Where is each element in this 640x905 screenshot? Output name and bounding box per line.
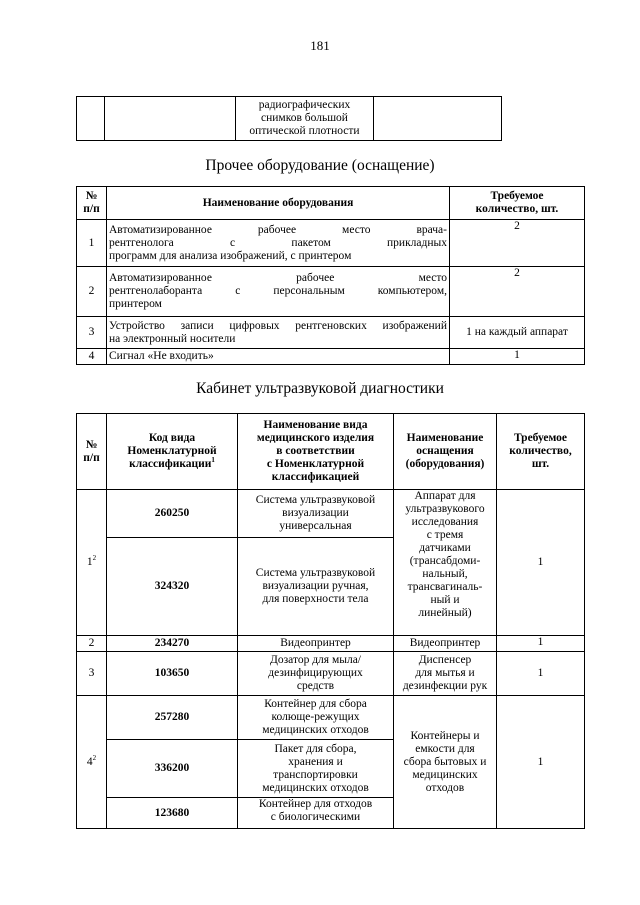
header-qty-line: количество, <box>509 445 572 457</box>
footnote-mark: 1 <box>211 456 215 465</box>
fragment-line: снимков большой <box>261 112 348 124</box>
row-qty: 2 <box>450 267 585 317</box>
header-qty-line: Требуемое <box>490 190 544 202</box>
header-qty-line: шт. <box>531 458 550 470</box>
header-kind-line: Наименование вида <box>263 419 368 431</box>
table-row <box>77 696 585 740</box>
row-equip-line: нальный, <box>422 568 468 580</box>
row-name <box>107 220 450 267</box>
row-num: 3 <box>77 652 107 696</box>
row-equip-line: отходов <box>425 781 465 794</box>
row-kind-line: визуализации ручная, <box>262 580 369 592</box>
row-kind-line: Система ультразвуковой <box>255 567 376 579</box>
row-name-line: Устройство записи цифровых рентгеновских изображений <box>109 319 447 332</box>
row-kind-line: Система ультразвуковой <box>255 494 376 506</box>
header-qty-line: количество, шт. <box>475 203 559 215</box>
row-name <box>107 317 450 349</box>
row-num: 1 <box>77 220 107 267</box>
row-kind-line: хранения и <box>288 755 343 768</box>
row-num: 2 <box>77 636 107 652</box>
row-kind-line: средств <box>296 680 335 692</box>
row-equip-line: для мытья и <box>415 667 475 679</box>
header-kind-line: в соответствии <box>276 445 355 457</box>
row-name-line: Автоматизированное рабочее место <box>109 272 447 284</box>
fragment-cell-kind <box>236 97 374 141</box>
row-kind-line: с биологическими <box>270 811 361 823</box>
row-code: 234270 <box>107 636 238 652</box>
header-code <box>107 414 238 490</box>
row-name: Сигнал «Не входить» <box>107 349 450 365</box>
row-qty: 2 <box>450 220 585 267</box>
row-num <box>77 696 107 829</box>
header-required-qty <box>450 187 585 220</box>
row-num-text: 1 <box>86 556 93 568</box>
row-equip-line: трансвагиналь- <box>407 581 483 593</box>
row-equip-line: медицинских <box>412 768 478 781</box>
row-qty: 1 <box>497 636 585 652</box>
row-qty: 1 <box>497 696 585 829</box>
row-code: 336200 <box>107 740 238 798</box>
row-equip-line: ный и <box>430 594 460 606</box>
fragment-cell-equip <box>374 97 502 141</box>
row-equip-line: Аппарат для <box>414 490 476 502</box>
table-row <box>77 636 585 652</box>
row-kind <box>238 490 394 538</box>
header-code-line: классификации <box>129 458 212 470</box>
row-equip-line: датчиками <box>419 542 471 554</box>
header-kind-line: классификацией <box>271 471 360 483</box>
row-kind-line: медицинских отходов <box>262 724 369 736</box>
row-kind-line: визуализации <box>282 507 349 519</box>
header-required-qty <box>497 414 585 490</box>
header-num <box>77 187 107 220</box>
page-number: 181 <box>310 38 330 53</box>
row-name-line: принтером <box>109 298 162 310</box>
other-equipment-table <box>76 186 585 365</box>
row-name <box>107 267 450 317</box>
row-num: 4 <box>77 349 107 365</box>
table-row <box>77 652 585 696</box>
fragment-right-border <box>501 96 502 141</box>
row-code: 123680 <box>107 798 238 829</box>
section-title-other-equipment: Прочее оборудование (оснащение) <box>205 157 435 174</box>
row-equipment <box>394 696 497 829</box>
header-num-line: п/п <box>83 203 100 215</box>
row-kind-line: для поверхности тела <box>262 593 369 605</box>
row-equipment <box>394 490 497 636</box>
row-name-line: рентгенолога с пакетом прикладных <box>109 236 447 249</box>
table-row <box>77 317 585 349</box>
row-name-line: на электронный носители <box>109 332 236 345</box>
table-row <box>77 349 585 365</box>
row-equip-line: Диспенсер <box>418 654 472 666</box>
table-row <box>77 267 585 317</box>
row-equip-line: емкости для <box>415 742 475 755</box>
row-code: 257280 <box>107 696 238 740</box>
row-qty: 1 <box>450 349 585 365</box>
row-qty: 1 <box>497 652 585 696</box>
row-num: 2 <box>77 267 107 317</box>
row-kind <box>238 652 394 696</box>
row-kind-line: Дозатор для мыла/ <box>270 654 361 666</box>
row-kind-line: Контейнер для отходов <box>258 798 373 810</box>
header-equip-line: (оборудования) <box>405 458 485 470</box>
table-row <box>77 220 585 267</box>
row-kind-line: медицинских отходов <box>262 781 369 794</box>
row-equip-line: линейный) <box>418 607 472 619</box>
row-equip-line: Контейнеры и <box>410 729 480 742</box>
row-equip-line: с тремя <box>426 529 464 541</box>
row-equipment <box>394 652 497 696</box>
row-kind <box>238 538 394 636</box>
row-kind <box>238 740 394 798</box>
fragment-line: радиографических <box>258 99 351 111</box>
footnote-mark: 2 <box>92 753 97 762</box>
row-equip-line: дезинфекции рук <box>402 680 488 692</box>
fragment-cell-code <box>105 97 236 141</box>
header-equipment-name: Наименование оборудования <box>107 187 450 220</box>
header-code-line: Номенклатурной <box>127 445 217 457</box>
header-qty-line: Требуемое <box>513 432 568 444</box>
row-equip-line: сбора бытовых и <box>403 755 487 768</box>
ultrasound-table <box>76 413 585 829</box>
row-kind <box>238 696 394 740</box>
row-kind-line: универсальная <box>279 520 352 532</box>
row-code: 103650 <box>107 652 238 696</box>
table-row <box>77 490 585 538</box>
row-kind: Видеопринтер <box>238 636 394 652</box>
header-device-kind <box>238 414 394 490</box>
header-num-line: п/п <box>83 451 100 464</box>
footnote-mark: 2 <box>92 554 97 563</box>
row-name-line: программ для анализа изображений, с принтером <box>109 249 352 262</box>
section-title-ultrasound: Кабинет ультразвуковой диагностики <box>196 380 444 397</box>
row-code: 324320 <box>107 538 238 636</box>
row-num-text: 4 <box>86 755 93 768</box>
fragment-line: оптической плотности <box>249 125 360 137</box>
header-kind-line: с Номенклатурной <box>266 458 365 470</box>
row-kind-line: Пакет для сбора, <box>274 742 357 755</box>
row-num: 3 <box>77 317 107 349</box>
row-code: 260250 <box>107 490 238 538</box>
row-kind-line: дезинфицирующих <box>268 667 363 679</box>
row-name-line: рентгенолаборанта с персональным компьютером, <box>109 285 447 297</box>
continued-table-fragment <box>76 96 503 141</box>
row-kind <box>238 798 394 829</box>
header-equip-line: оснащения <box>416 445 474 457</box>
row-kind-line: колюще-режущих <box>271 711 360 723</box>
row-equip-line: (трансабдоми- <box>409 555 481 567</box>
row-equip-line: ультразвукового <box>405 503 485 515</box>
header-num-line: № <box>85 190 98 202</box>
row-qty: 1 <box>497 490 585 636</box>
row-num <box>77 490 107 636</box>
row-name-line: Автоматизированное рабочее место врача- <box>109 223 447 236</box>
header-num <box>77 414 107 490</box>
header-num-line: № <box>85 438 98 451</box>
row-qty: 1 на каждый аппарат <box>450 317 585 349</box>
header-equipment <box>394 414 497 490</box>
row-equipment: Видеопринтер <box>394 636 497 652</box>
header-code-line: Код вида <box>148 432 196 444</box>
header-equip-line: Наименование <box>406 432 484 444</box>
row-kind-line: транспортировки <box>273 768 358 781</box>
row-kind-line: Контейнер для сбора <box>264 698 367 710</box>
row-equip-line: исследования <box>411 516 479 528</box>
fragment-cell-num <box>77 97 105 141</box>
header-kind-line: медицинского изделия <box>256 432 375 444</box>
